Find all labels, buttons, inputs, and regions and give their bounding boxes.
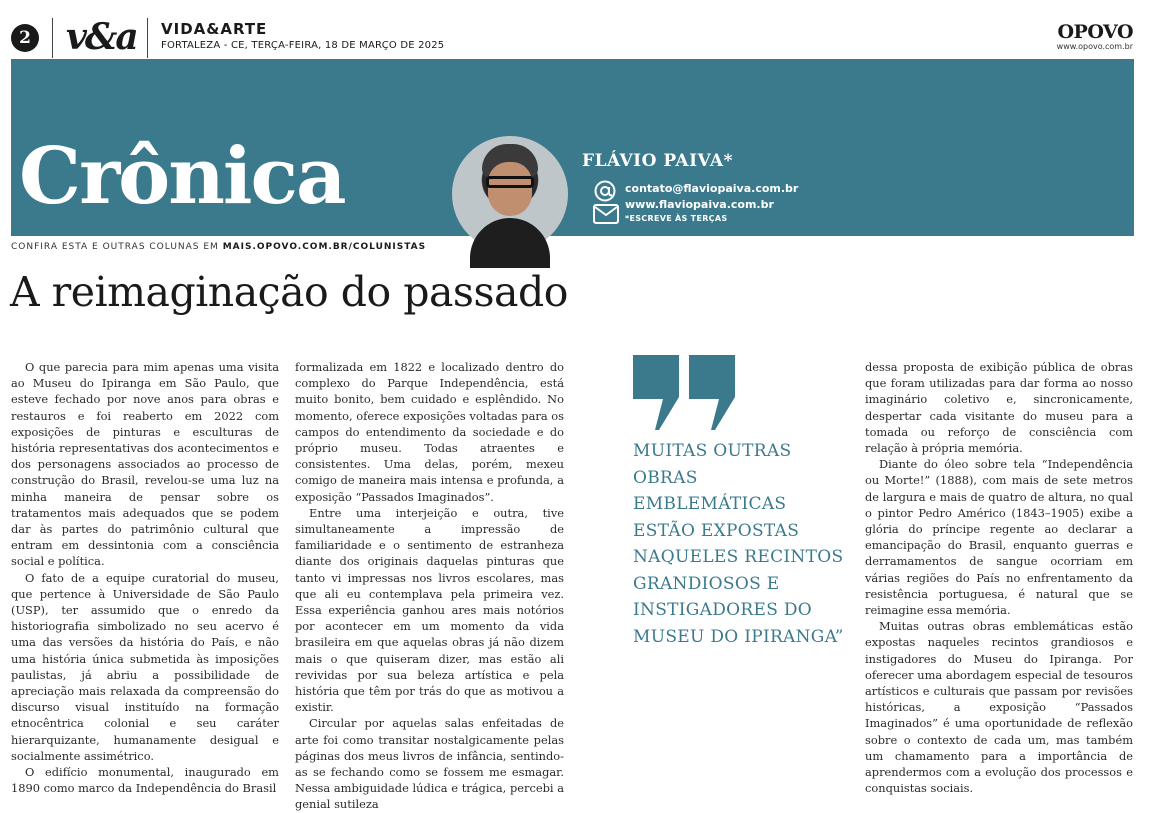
article-paragraph: O que parecia para mim apenas uma visita ao Museu do Ipiranga em São Paulo, que esteve fechado por nove anos para obras e restauros e foi reaberto em 2022 com exposições de pinturas e esculturas de história representativas dos acontecimentos e dos personagens associados ao processo de construção do Brasil, revelou-se uma luz na minha maneira de pensar sobre os tratamentos mais adequados que se podem dar às partes do patrimônio cultural que entram em dessintonia com a consciência social e política. xyxy=(11,360,279,569)
article-column-1 xyxy=(11,359,279,796)
pull-quote: MUITAS OUTRAS OBRAS EMBLEMÁTICAS ESTÃO EXPOSTAS NAQUELES RECINTOS GRANDIOSOS E INSTIGADORES DO MUSEU DO IPIRANGA” xyxy=(633,441,844,647)
envelope-icon xyxy=(593,203,619,225)
article-paragraph: formalizada em 1822 e localizado dentro do complexo do Parque Independência, está muito bonito, bem cuidado e esplêndido. No momento, oferece exposições voltadas para os campos do entendimento da sociedade e do próprio museu. Todas atraentes e consistentes. Uma delas, porém, mexeu comigo de maneira mais intensa e profunda, a exposição “Passados Imaginados”. xyxy=(295,360,564,504)
newspaper-logo: OPOVO xyxy=(1057,21,1133,43)
article-paragraph: O fato de a equipe curatorial do museu, que pertence à Universidade de São Paulo (USP), ter assumido que o enredo da historiografia simbolizado no seu acervo é uma das versões da história do País, e não uma história única submetida às imposições paulistas, já abriu a possibilidade de apreciação mais relaxada da compreensão do discurso visual instituído na formação etnocêntrica colonial e seu caráter hierarquizante, humanamente desigual e socialmente assimétrico. xyxy=(11,570,279,763)
column-banner xyxy=(11,59,1134,236)
author-photo xyxy=(452,136,568,252)
section-name: VIDA&ARTE xyxy=(161,20,268,38)
author-name: FLÁVIO PAIVA* xyxy=(582,151,733,171)
article-paragraph: Diante do óleo sobre tela “Independência ou Morte!” (1888), com mais de sete metros de largura e mais de quatro de altura, no qual o pintor Pedro Américo (1843–1905) exibe a glória do príncipe regente ao declarar a emancipação do Brasil, enquanto guerras e derramamentos de sangue ocorriam em várias regiões do País no enfrentamento da resistência portuguesa, é natural que se reimagine essa memória. xyxy=(865,457,1133,618)
article-headline: A reimaginação do passado xyxy=(10,268,568,316)
article-paragraph: dessa proposta de exibição pública de obras que foram utilizadas para dar forma ao nosso imaginário coletivo e, sincronicamente, despertar cada visitante do museu para a tomada ou reforço de consciência com relação à própria memória. xyxy=(865,360,1133,456)
page-number: 2 xyxy=(11,24,39,52)
quotation-mark-icon xyxy=(633,355,739,430)
article-paragraph: Circular por aquelas salas enfeitadas de arte foi como transitar nostalgicamente pelas páginas dos meus livros de infância, sentindo-as se fechando como se fossem me esmagar. Nessa ambiguidade lúdica e trágica, percebi a genial sutileza xyxy=(295,716,564,812)
author-website[interactable]: www.flaviopaiva.com.br xyxy=(625,198,774,211)
at-sign-icon xyxy=(593,179,617,203)
header-divider xyxy=(52,18,53,58)
publication-note: *ESCREVE ÀS TERÇAS xyxy=(625,214,728,223)
more-columns-link[interactable]: MAIS.OPOVO.COM.BR/COLUNISTAS xyxy=(222,242,427,252)
article-paragraph: O edifício monumental, inaugurado em 1890 como marco da Independência do Brasil xyxy=(11,765,279,796)
column-title: Crônica xyxy=(19,131,345,222)
more-columns-text: CONFIRA ESTA E OUTRAS COLUNAS EM xyxy=(11,242,223,252)
section-logo: v&a xyxy=(66,16,137,58)
dateline: FORTALEZA - CE, TERÇA-FEIRA, 18 DE MARÇO DE 2025 xyxy=(161,40,445,51)
header-divider xyxy=(147,18,148,58)
article-paragraph: Muitas outras obras emblemáticas estão expostas naqueles recintos grandiosos e instigadores do Museu do Ipiranga. Por oferecer uma abordagem especial de tesouros artísticos e culturais que passam por revisões históricas, a exposição “Passados Imaginados” é uma oportunidade de reflexão sobre o contexto de cada um, mas também um chamamento para a importância de aprendermos com a evolução dos processos e conquistas sociais. xyxy=(865,619,1133,796)
newspaper-url: www.opovo.com.br xyxy=(1056,42,1133,51)
article-paragraph: Entre uma interjeição e outra, tive simultaneamente a impressão de familiaridade e o sentimento de estranheza diante dos originais daquelas pinturas que tanto vi impressas nos livros escolares, mas que ali eu contemplava pela primeira vez. Essa experiência ganhou ares mais notórios por acontecer em um momento da vida brasileira em que aquelas obras já não dizem mais o que quiseram dizer, mas estão ali revividas por sua beleza artística e pela história que têm por trás do que as motivou a existir. xyxy=(295,505,564,715)
article-column-4 xyxy=(865,359,1133,796)
article-column-2 xyxy=(295,359,564,813)
more-columns-note xyxy=(11,242,426,252)
author-email[interactable]: contato@flaviopaiva.com.br xyxy=(625,182,799,195)
